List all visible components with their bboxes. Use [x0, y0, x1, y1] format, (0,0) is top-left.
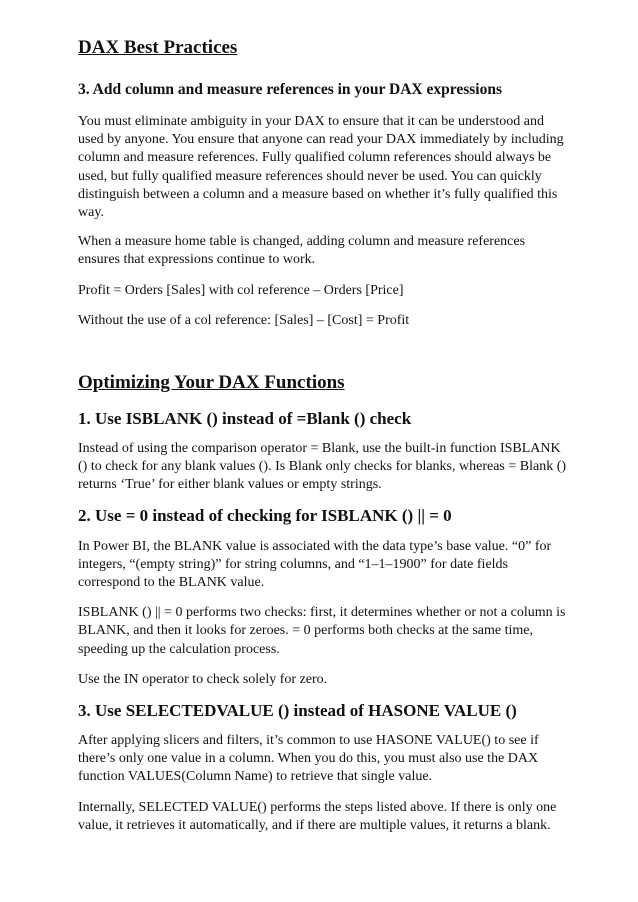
paragraph-profit-with-reference: Profit = Orders [Sales] with col reference – Orders [Price]: [78, 282, 404, 298]
section-title-dax-best-practices: DAX Best Practices: [78, 37, 238, 58]
paragraph-profit-without-reference: Without the use of a col reference: [Sales] – [Cost] = Profit: [78, 312, 410, 328]
section-title-optimizing-dax: Optimizing Your DAX Functions: [78, 372, 345, 394]
heading-use-isblank: 1. Use ISBLANK () instead of =Blank () check: [78, 409, 412, 429]
heading-use-equals-zero: 2. Use = 0 instead of checking for ISBLANK () || = 0: [78, 505, 452, 525]
heading-use-selectedvalue: 3. Use SELECTEDVALUE () instead of HASONE VALUE (): [78, 701, 517, 721]
paragraph-blank-base-value: In Power BI, the BLANK value is associated with the data type’s base value. “0” for integers, “(empty string)” for string columns, and “1–1–1900” for date fields correspond to the BLANK value.: [78, 538, 552, 591]
paragraph-in-operator: Use the IN operator to check solely for zero.: [78, 671, 328, 687]
paragraph-isblank-explanation: Instead of using the comparison operator = Blank, use the built-in function ISBLANK () to check for any blank values (). Is Blank only checks for blanks, whereas = Blank () returns ‘True’ for either blank values or empty strings.: [78, 441, 567, 493]
paragraph-two-checks: ISBLANK () || = 0 performs two checks: first, it determines whether or not a column is BLANK, and then it looks for zeroes. = 0 performs both checks at the same time, speeding up the calculation process.: [78, 605, 566, 657]
document-page: [78, 36, 568, 835]
subheading-column-measure-references: 3. Add column and measure references in your DAX expressions: [78, 81, 502, 98]
paragraph-home-table-changed: When a measure home table is changed, adding column and measure references ensures that expressions continue to work.: [78, 234, 526, 268]
paragraph-selectedvalue-internals: Internally, SELECTED VALUE() performs the steps listed above. If there is only one value, it retrieves it automatically, and if there are multiple values, it returns a blank.: [78, 799, 557, 833]
paragraph-hasonevalue-usage: After applying slicers and filters, it’s common to use HASONE VALUE() to see if there’s only one value in a column. When you do this, you must also use the DAX function VALUES(Column Name) to retrieve that single value.: [78, 733, 539, 785]
paragraph-eliminate-ambiguity: You must eliminate ambiguity in your DAX to ensure that it can be understood and used by anyone. You ensure that anyone can read your DAX immediately by including column and measure references. Fully qualified column references should always be used, but fully qualified measure references should never be used. You can quickly distinguish between a column and a measure based on whether it’s fully qualified this way.: [78, 114, 564, 221]
